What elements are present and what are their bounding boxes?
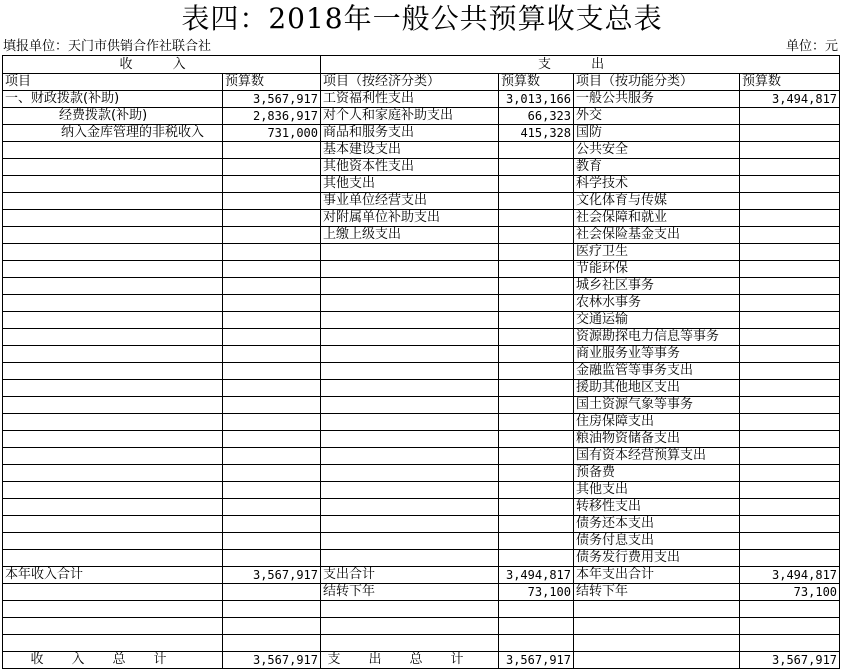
table-row: [3, 465, 840, 482]
empty-cell: [321, 618, 499, 635]
func-grand-total-value: 3,567,917: [740, 652, 840, 669]
econ-item-label: [321, 533, 499, 550]
econ-item-value: 66,323: [499, 108, 574, 125]
func-item-value: [740, 465, 840, 482]
econ-item-value: 3,013,166: [499, 91, 574, 108]
func-item-value: [740, 397, 840, 414]
econ-item-label: [321, 295, 499, 312]
econ-item-label: [321, 278, 499, 295]
table-row: [3, 312, 840, 329]
income-item-label: [3, 295, 223, 312]
col-econ-item-header: 项目（按经济分类）: [321, 74, 499, 91]
income-item-label: [3, 465, 223, 482]
income-item-label: [3, 244, 223, 261]
income-item-value: [223, 295, 321, 312]
econ-item-value: [499, 448, 574, 465]
func-item-value: [740, 363, 840, 380]
table-row: [3, 329, 840, 346]
income-item-value: 3,567,917: [223, 91, 321, 108]
empty-cell: [740, 618, 840, 635]
carryover-row: [3, 584, 840, 601]
func-item-value: [740, 550, 840, 567]
income-item-label: [3, 176, 223, 193]
func-item-label: 其他支出: [574, 482, 740, 499]
econ-item-value: [499, 176, 574, 193]
table-row: [3, 244, 840, 261]
col-budget-header: 预算数: [223, 74, 321, 91]
econ-item-label: 商品和服务支出: [321, 125, 499, 142]
func-item-value: [740, 278, 840, 295]
income-item-value: [223, 227, 321, 244]
income-item-label: 一、财政拨款(补助): [3, 91, 223, 108]
func-item-value: [740, 176, 840, 193]
econ-item-value: [499, 363, 574, 380]
income-item-value: 731,000: [223, 125, 321, 142]
income-item-value: [223, 482, 321, 499]
empty-cell: [574, 635, 740, 652]
income-item-value: [223, 278, 321, 295]
blank-row: [3, 601, 840, 618]
income-item-value: [223, 499, 321, 516]
income-item-label: [3, 482, 223, 499]
econ-item-value: [499, 244, 574, 261]
func-item-value: [740, 516, 840, 533]
reporting-unit: 填报单位：天门市供销合作社联合社: [3, 39, 212, 54]
func-item-value: [740, 346, 840, 363]
econ-item-value: [499, 329, 574, 346]
empty-cell: [3, 635, 223, 652]
expense-grand-total-value: 3,567,917: [499, 652, 574, 669]
econ-item-label: [321, 448, 499, 465]
econ-item-label: [321, 380, 499, 397]
econ-item-label: 对附属单位补助支出: [321, 210, 499, 227]
income-item-value: [223, 312, 321, 329]
table-row: [3, 363, 840, 380]
empty-cell: [740, 635, 840, 652]
income-item-value: [223, 210, 321, 227]
econ-item-label: [321, 516, 499, 533]
budget-table: [2, 55, 840, 669]
func-carryover-label: 结转下年: [574, 584, 740, 601]
empty-cell: [574, 618, 740, 635]
func-item-label: 国防: [574, 125, 740, 142]
income-item-value: [223, 142, 321, 159]
func-item-label: 金融监管等事务支出: [574, 363, 740, 380]
empty-cell: [3, 584, 223, 601]
income-item-value: 2,836,917: [223, 108, 321, 125]
income-item-label: [3, 397, 223, 414]
econ-item-value: [499, 499, 574, 516]
income-year-total-label: 本年收入合计: [3, 567, 223, 584]
income-item-value: [223, 363, 321, 380]
func-item-label: 转移性支出: [574, 499, 740, 516]
econ-item-label: [321, 244, 499, 261]
table-row: [3, 295, 840, 312]
func-item-label: 城乡社区事务: [574, 278, 740, 295]
income-item-label: [3, 346, 223, 363]
currency-unit: 单位：元: [785, 39, 838, 54]
empty-cell: [3, 618, 223, 635]
totals-row: [3, 567, 840, 584]
income-item-value: [223, 244, 321, 261]
econ-item-value: [499, 278, 574, 295]
table-row: [3, 261, 840, 278]
income-item-value: [223, 176, 321, 193]
income-item-value: [223, 431, 321, 448]
econ-item-label: 其他资本性支出: [321, 159, 499, 176]
income-item-value: [223, 414, 321, 431]
income-item-label: 经费拨款(补助): [3, 108, 223, 125]
func-item-value: [740, 193, 840, 210]
func-item-label: 商业服务业等事务: [574, 346, 740, 363]
income-item-value: [223, 448, 321, 465]
func-item-label: 医疗卫生: [574, 244, 740, 261]
income-item-label: [3, 278, 223, 295]
econ-item-value: [499, 193, 574, 210]
table-row: [3, 159, 840, 176]
func-year-total-value: 3,494,817: [740, 567, 840, 584]
income-item-value: [223, 465, 321, 482]
func-item-label: 社会保险基金支出: [574, 227, 740, 244]
econ-item-value: [499, 533, 574, 550]
income-item-label: [3, 363, 223, 380]
blank-row: [3, 635, 840, 652]
table-row: [3, 125, 840, 142]
func-item-value: [740, 414, 840, 431]
income-item-label: [3, 261, 223, 278]
func-item-label: 公共安全: [574, 142, 740, 159]
func-item-value: [740, 125, 840, 142]
func-item-label: 外交: [574, 108, 740, 125]
econ-item-value: [499, 159, 574, 176]
econ-item-value: [499, 414, 574, 431]
econ-item-label: [321, 499, 499, 516]
empty-cell: [321, 635, 499, 652]
econ-item-label: 事业单位经营支出: [321, 193, 499, 210]
table-row: [3, 210, 840, 227]
income-item-value: [223, 159, 321, 176]
table-row: [3, 431, 840, 448]
econ-item-value: [499, 142, 574, 159]
table-row: [3, 533, 840, 550]
expense-total-label: 支出合计: [321, 567, 499, 584]
func-item-label: 教育: [574, 159, 740, 176]
table-row: [3, 108, 840, 125]
expense-header: 支 出: [321, 56, 840, 74]
income-item-value: [223, 380, 321, 397]
func-carryover-value: 73,100: [740, 584, 840, 601]
func-item-value: [740, 329, 840, 346]
func-item-value: [740, 533, 840, 550]
econ-item-value: [499, 380, 574, 397]
empty-cell: [499, 601, 574, 618]
econ-item-value: [499, 261, 574, 278]
func-item-value: [740, 431, 840, 448]
table-row: [3, 414, 840, 431]
func-item-value: [740, 159, 840, 176]
income-item-label: [3, 329, 223, 346]
empty-cell: [223, 601, 321, 618]
income-item-value: [223, 261, 321, 278]
econ-item-label: [321, 482, 499, 499]
func-item-label: 预备费: [574, 465, 740, 482]
table-row: [3, 91, 840, 108]
func-item-value: [740, 482, 840, 499]
table-row: [3, 448, 840, 465]
func-item-label: 粮油物资储备支出: [574, 431, 740, 448]
carryover-value: 73,100: [499, 584, 574, 601]
econ-item-label: [321, 465, 499, 482]
empty-cell: [223, 618, 321, 635]
income-item-label: [3, 499, 223, 516]
econ-item-label: [321, 312, 499, 329]
econ-item-label: 其他支出: [321, 176, 499, 193]
econ-item-value: [499, 516, 574, 533]
func-item-value: [740, 295, 840, 312]
econ-item-label: 工资福利性支出: [321, 91, 499, 108]
income-item-label: [3, 448, 223, 465]
econ-item-label: [321, 431, 499, 448]
empty-cell: [574, 601, 740, 618]
econ-item-value: [499, 431, 574, 448]
func-item-label: 科学技术: [574, 176, 740, 193]
func-item-label: 国土资源气象等事务: [574, 397, 740, 414]
table-row: [3, 142, 840, 159]
empty-cell: [3, 601, 223, 618]
income-item-label: [3, 227, 223, 244]
income-item-label: [3, 210, 223, 227]
func-item-value: [740, 227, 840, 244]
econ-item-label: [321, 329, 499, 346]
income-item-label: [3, 533, 223, 550]
func-item-value: [740, 261, 840, 278]
econ-item-value: [499, 465, 574, 482]
func-item-label: 债务发行费用支出: [574, 550, 740, 567]
func-year-total-label: 本年支出合计: [574, 567, 740, 584]
income-item-value: [223, 397, 321, 414]
col-econ-budget-header: 预算数: [499, 74, 574, 91]
econ-item-value: [499, 482, 574, 499]
func-item-value: [740, 210, 840, 227]
income-item-label: [3, 516, 223, 533]
func-item-value: [740, 448, 840, 465]
func-item-label: 国有资本经营预算支出: [574, 448, 740, 465]
income-item-label: [3, 380, 223, 397]
empty-cell: [499, 618, 574, 635]
grand-total-row: [3, 652, 840, 669]
econ-item-label: [321, 261, 499, 278]
empty-cell: [223, 635, 321, 652]
table-row: [3, 499, 840, 516]
func-item-value: [740, 108, 840, 125]
func-item-value: [740, 499, 840, 516]
econ-item-value: [499, 397, 574, 414]
econ-item-value: [499, 550, 574, 567]
expense-total-value: 3,494,817: [499, 567, 574, 584]
econ-item-value: [499, 210, 574, 227]
income-item-value: [223, 346, 321, 363]
econ-item-value: [499, 346, 574, 363]
func-item-label: 一般公共服务: [574, 91, 740, 108]
income-grand-total-value: 3,567,917: [223, 652, 321, 669]
blank-row: [3, 618, 840, 635]
func-item-label: 债务还本支出: [574, 516, 740, 533]
income-item-label: [3, 193, 223, 210]
func-grand-total-label: [574, 652, 740, 669]
income-year-total-value: 3,567,917: [223, 567, 321, 584]
income-item-label: [3, 142, 223, 159]
func-item-value: 3,494,817: [740, 91, 840, 108]
econ-item-label: 上缴上级支出: [321, 227, 499, 244]
func-item-label: 节能环保: [574, 261, 740, 278]
income-item-value: [223, 193, 321, 210]
econ-item-value: 415,328: [499, 125, 574, 142]
expense-grand-total-label: 支出总计: [321, 652, 499, 669]
income-grand-total-label: 收入总计: [3, 652, 223, 669]
col-func-item-header: 项目（按功能分类）: [574, 74, 740, 91]
table-row: [3, 346, 840, 363]
func-item-label: 社会保障和就业: [574, 210, 740, 227]
func-item-label: 农林水事务: [574, 295, 740, 312]
func-item-value: [740, 380, 840, 397]
table-row: [3, 380, 840, 397]
col-item-header: 项目: [3, 74, 223, 91]
func-item-label: 债务付息支出: [574, 533, 740, 550]
econ-item-value: [499, 227, 574, 244]
table-row: [3, 516, 840, 533]
income-item-value: [223, 516, 321, 533]
func-item-label: 交通运输: [574, 312, 740, 329]
func-item-value: [740, 244, 840, 261]
carryover-label: 结转下年: [321, 584, 499, 601]
table-row: [3, 397, 840, 414]
income-item-label: [3, 414, 223, 431]
econ-item-label: [321, 550, 499, 567]
income-item-label: [3, 431, 223, 448]
table-row: [3, 176, 840, 193]
econ-item-label: [321, 346, 499, 363]
func-item-value: [740, 312, 840, 329]
func-item-label: 文化体育与传媒: [574, 193, 740, 210]
func-item-label: 住房保障支出: [574, 414, 740, 431]
table-row: [3, 482, 840, 499]
empty-cell: [223, 584, 321, 601]
income-item-label: [3, 159, 223, 176]
income-item-value: [223, 533, 321, 550]
income-item-label: 纳入金库管理的非税收入: [3, 125, 223, 142]
econ-item-label: 基本建设支出: [321, 142, 499, 159]
table-row: [3, 278, 840, 295]
empty-cell: [740, 601, 840, 618]
col-func-budget-header: 预算数: [740, 74, 840, 91]
page-title: 表四：2018年一般公共预算收支总表: [181, 2, 663, 35]
econ-item-label: [321, 363, 499, 380]
func-item-label: 援助其他地区支出: [574, 380, 740, 397]
empty-cell: [499, 635, 574, 652]
func-item-label: 资源勘探电力信息等事务: [574, 329, 740, 346]
income-item-value: [223, 550, 321, 567]
table-row: [3, 227, 840, 244]
empty-cell: [321, 601, 499, 618]
table-row: [3, 550, 840, 567]
econ-item-value: [499, 312, 574, 329]
table-row: [3, 193, 840, 210]
income-header: 收 入: [3, 56, 321, 74]
income-item-value: [223, 329, 321, 346]
income-item-label: [3, 550, 223, 567]
econ-item-value: [499, 295, 574, 312]
income-item-label: [3, 312, 223, 329]
econ-item-label: 对个人和家庭补助支出: [321, 108, 499, 125]
func-item-value: [740, 142, 840, 159]
econ-item-label: [321, 414, 499, 431]
econ-item-label: [321, 397, 499, 414]
